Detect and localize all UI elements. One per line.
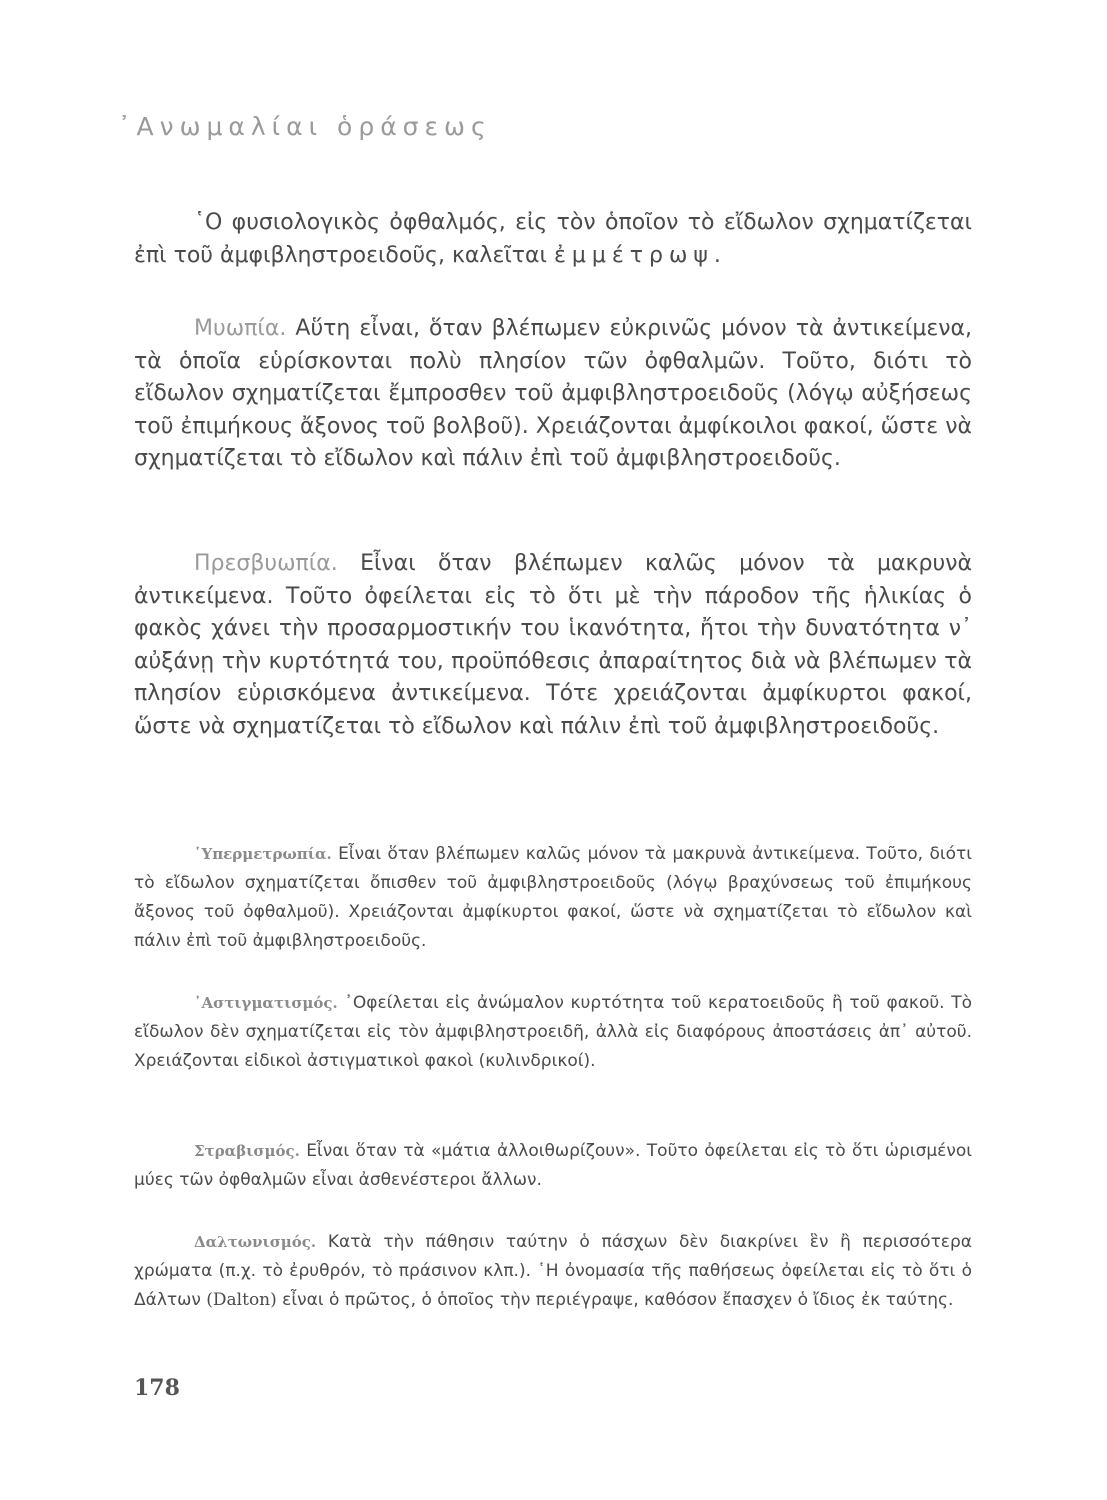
paragraph-presbyopia [134, 548, 972, 743]
paragraph-hypermetropia [134, 840, 972, 956]
p3-text: Εἶναι ὅταν βλέπωμεν καλῶς μόνον τὰ μακρυνὰ ἀντικείμενα. Τοῦτο ὀφείλεται εἰς τὸ ὅτι μὲ τὴν πάροδον τῆς ἡλικίας ὁ φακὸς χάνει τὴν προσαρμοστικήν του ἱκανότητα, ἤτοι τὴν δυνατότητα ν᾿ αὐξάνῃ τὴν κυρτότητά του, προϋπόθεσις ἀπαραίτητος διὰ νὰ βλέπωμεν τὰ πλησίον εὑρισκόμενα ἀντικείμενα. Τότε χρειάζονται ἀμφίκυρτοι φακοί, ὥστε νὰ σχηματίζεται τὸ εἴδωλον καὶ πάλιν ἐπὶ τοῦ ἀμφιβληστροειδοῦς. [134, 551, 972, 739]
term-daltonism: Δαλτωνισμός. [194, 1233, 317, 1251]
p1-text-a: ῾Ο φυσιολογικὸς ὀφθαλμός, εἰς τὸν ὁποῖον τὸ εἴδωλον σχηματίζεται ἐπὶ τοῦ ἀμφιβληστροειδοῦς, καλεῖται [134, 210, 972, 268]
section-title: ᾿Ανωμαλίαι ὁράσεως [118, 112, 492, 141]
p2-text: Αὕτη εἶναι, ὅταν βλέπωμεν εὐκρινῶς μόνον τὰ ἀντικείμενα, τὰ ὁποῖα εὑρίσκονται πολὺ πλησίον τῶν ὀφθαλμῶν. Τοῦτο, διότι τὸ εἴδωλον σχηματίζεται ἔμπροσθεν τοῦ ἀμφιβληστροειδοῦς (λόγῳ αὐξήσεως τοῦ ἐπιμήκους ἄξονος τοῦ βολβοῦ). Χρειάζονται ἀμφίκοιλοι φακοί, ὥστε νὰ σχηματίζεται τὸ εἴδωλον καὶ πάλιν ἐπὶ τοῦ ἀμφιβληστροειδοῦς. [134, 316, 972, 471]
paragraph-strabismus [134, 1137, 972, 1195]
s4-latin-name: (Dalton) [206, 1290, 277, 1310]
paragraph-emmetrope [134, 207, 972, 272]
s1-text: Εἶναι ὅταν βλέπωμεν καλῶς μόνον τὰ μακρυνὰ ἀντικείμενα. Τοῦτο, διότι τὸ εἴδωλον σχηματίζεται ὄπισθεν τοῦ ἀμφιβληστροειδοῦς (λόγῳ βραχύνσεως τοῦ ἐπιμήκους ἄξονος τοῦ ὀφθαλμοῦ). Χρειάζονται ἀμφίκυρτοι φακοί, ὥστε νὰ σχηματίζεται τὸ εἴδωλον καὶ πάλιν ἐπὶ τοῦ ἀμφιβληστροειδοῦς. [134, 844, 972, 951]
paragraph-daltonism [134, 1228, 972, 1315]
s2-text: ᾿Οφείλεται εἰς ἀνώμαλον κυρτότητα τοῦ κερατοειδοῦς ἢ τοῦ φακοῦ. Τὸ εἴδωλον δὲν σχηματίζεται εἰς τὸν ἀμφιβληστροειδῆ, ἀλλὰ εἰς διαφόρους ἀποστάσεις ἀπ᾿ αὐτοῦ. Χρειάζονται εἰδικοὶ ἀστιγματικοὶ φακοὶ (κυλινδρικοί). [134, 993, 972, 1071]
paragraph-astigmatism [134, 989, 972, 1076]
paragraph-myopia [134, 313, 972, 476]
term-myopia: Μυωπία. [194, 316, 287, 341]
term-presbyopia: Πρεσβυωπία. [194, 551, 338, 576]
term-emmetrope: ἐμμέτρωψ [553, 242, 714, 268]
term-astigmatism: ᾿Αστιγματισμός. [194, 994, 338, 1012]
term-strabismus: Στραβισμός. [194, 1142, 300, 1160]
page-number: 178 [134, 1375, 180, 1401]
p1-text-b: . [713, 242, 721, 268]
term-hypermetropia: ῾Υπερμετρωπία. [194, 845, 332, 863]
s4-text-a: Κατὰ τὴν πάθησιν ταύτην ὁ πάσχων δὲν διακρίνει ἓν ἢ περισσότερα χρώματα (π.χ. τὸ ἐρυθρόν, τὸ πράσινον κλπ.). ῾Η ὀνομασία τῆς παθήσεως ὀφείλεται εἰς τὸ ὅτι ὁ Δάλτων [134, 1232, 972, 1310]
s3-text: Εἶναι ὅταν τὰ «μάτια ἀλλοιθωρίζουν». Τοῦτο ὀφείλεται εἰς τὸ ὅτι ὡρισμένοι μύες τῶν ὀφθαλμῶν εἶναι ἀσθενέστεροι ἄλλων. [134, 1141, 972, 1190]
s4-text-b: εἶναι ὁ πρῶτος, ὁ ὁποῖος τὴν περιέγραψε, καθόσον ἔπασχεν ὁ ἴδιος ἐκ ταύτης. [276, 1290, 954, 1310]
